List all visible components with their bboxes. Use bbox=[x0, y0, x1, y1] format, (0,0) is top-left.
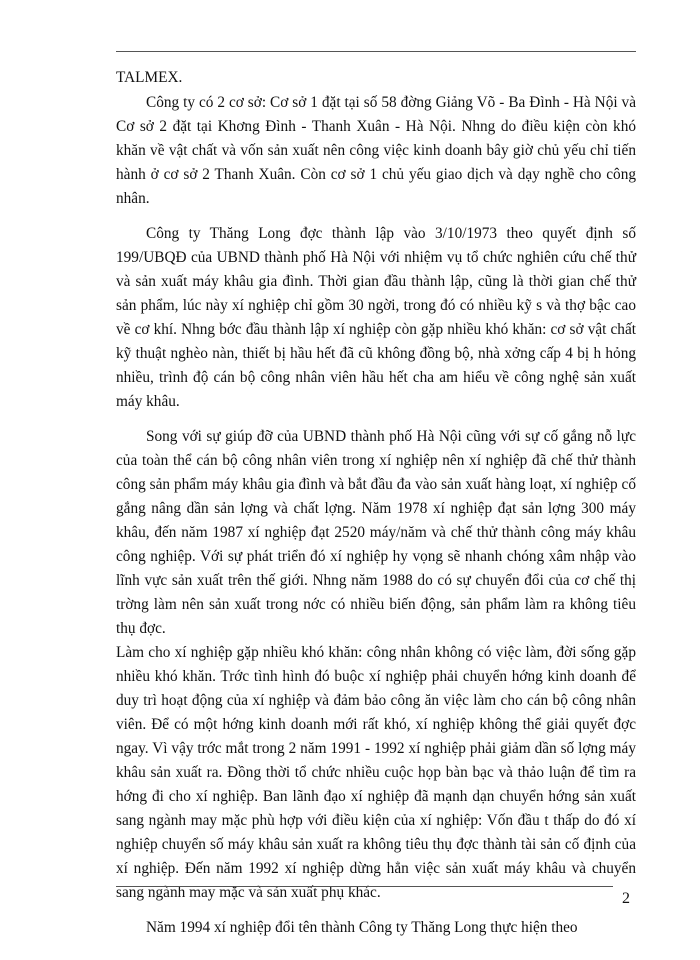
footer-rule bbox=[116, 886, 613, 887]
paragraph-4: Song với sự giúp đỡ của UBND thành phố Hà Nội cũng với sự cố gắng nỗ lực của toàn thể cán bộ công nhân viên trong xí nghiệp nên xí nghiệp đã chế thử thành công sản phẩm máy khâu gia đình và bắt đầu đa vào sản xuất hàng loạt, xí nghiệp cố gắng nâng dần sản lợng và chất lợng. Năm 1978 xí nghiệp đạt sản lợng 300 máy khâu, đến năm 1987 xí nghiệp đạt 2520 máy/năm và chế thử thành công máy khâu công nghiệp. Với sự phát triển đó xí nghiệp hy vọng sẽ nhanh chóng xâm nhập vào lĩnh vực sản xuất trên thế giới. Nhng năm 1988 do có sự chuyển đổi của cơ chế thị trờng làm nên sản xuất trong nớc có nhiều biến động, sản phẩm làm ra không tiêu thụ đợc. bbox=[116, 428, 636, 637]
header-rule bbox=[116, 51, 636, 52]
paragraph-3: Công ty Thăng Long đợc thành lập vào 3/10/1973 theo quyết định số 199/UBQĐ của UBND thành phố Hà Nội với nhiệm vụ tổ chức nghiên cứu chế thử và sản xuất máy khâu gia đình. Thời gian đầu thành lập, cũng là thời gian chế thử sản phẩm, lúc này xí nghiệp chỉ gồm 30 ngời, trong đó có nhiều kỹ s và thợ bậc cao về cơ khí. Nhng bớc đầu thành lập xí nghiệp còn gặp nhiều khó khăn: cơ sở vật chất kỹ thuật nghèo nàn, thiết bị hầu hết đã cũ không đồng bộ, nhà xởng cấp 4 bị h hỏng nhiều, trình độ cán bộ công nhân viên hầu hết cha am hiểu về công nghệ sản xuất máy khâu. bbox=[116, 225, 636, 410]
paragraph-6: Năm 1994 xí nghiệp đổi tên thành Công ty Thăng Long thực hiện theo bbox=[146, 919, 578, 936]
paragraph-2: Công ty có 2 cơ sở: Cơ sở 1 đặt tại số 58 đờng Giảng Võ - Ba Đình - Hà Nội và Cơ sở 2 đặt tại Khơng Đình - Thanh Xuân - Hà Nội. Nhng do điều kiện còn khó khăn về vật chất và vốn sản xuất nên công việc kinh doanh bây giờ chủ yếu chỉ tiến hành ở cơ sở 2 Thanh Xuân. Còn cơ sở 1 chủ yếu giao dịch và dạy nghề cho công nhân. bbox=[116, 94, 636, 207]
paragraph-1: TALMEX. bbox=[116, 69, 183, 86]
page-number: 2 bbox=[622, 890, 630, 907]
body-text bbox=[116, 66, 636, 940]
paragraph-5: Làm cho xí nghiệp gặp nhiều khó khăn: công nhân không có việc làm, đời sống gặp nhiều khó khăn. Trớc tình hình đó buộc xí nghiệp phải chuyển hớng kinh doanh để duy trì hoạt động của xí nghiệp và đảm bảo công ăn việc làm cho cán bộ công nhân viên. Để có một hớng kinh doanh mới rất khó, xí nghiệp không thể giải quyết đợc ngay. Vì vậy trớc mắt trong 2 năm 1991 - 1992 xí nghiệp phải giảm dần số lợng máy khâu sản xuất ra. Đồng thời tổ chức nhiều cuộc họp bàn bạc và thảo luận để tìm ra hớng đi cho xí nghiệp. Ban lãnh đạo xí nghiệp đã mạnh dạn chuyển hớng sản xuất sang ngành may mặc phù hợp với điều kiện của xí nghiệp: Vốn đầu t thấp do đó xí nghiệp chuyển số máy khâu sản xuất ra không tiêu thụ đợc thành tài sản cố định của xí nghiệp. Đến năm 1992 xí nghiệp dừng hẳn việc sản xuất máy khâu và chuyển sang ngành may mặc và sản xuất phụ khác. bbox=[116, 644, 636, 901]
